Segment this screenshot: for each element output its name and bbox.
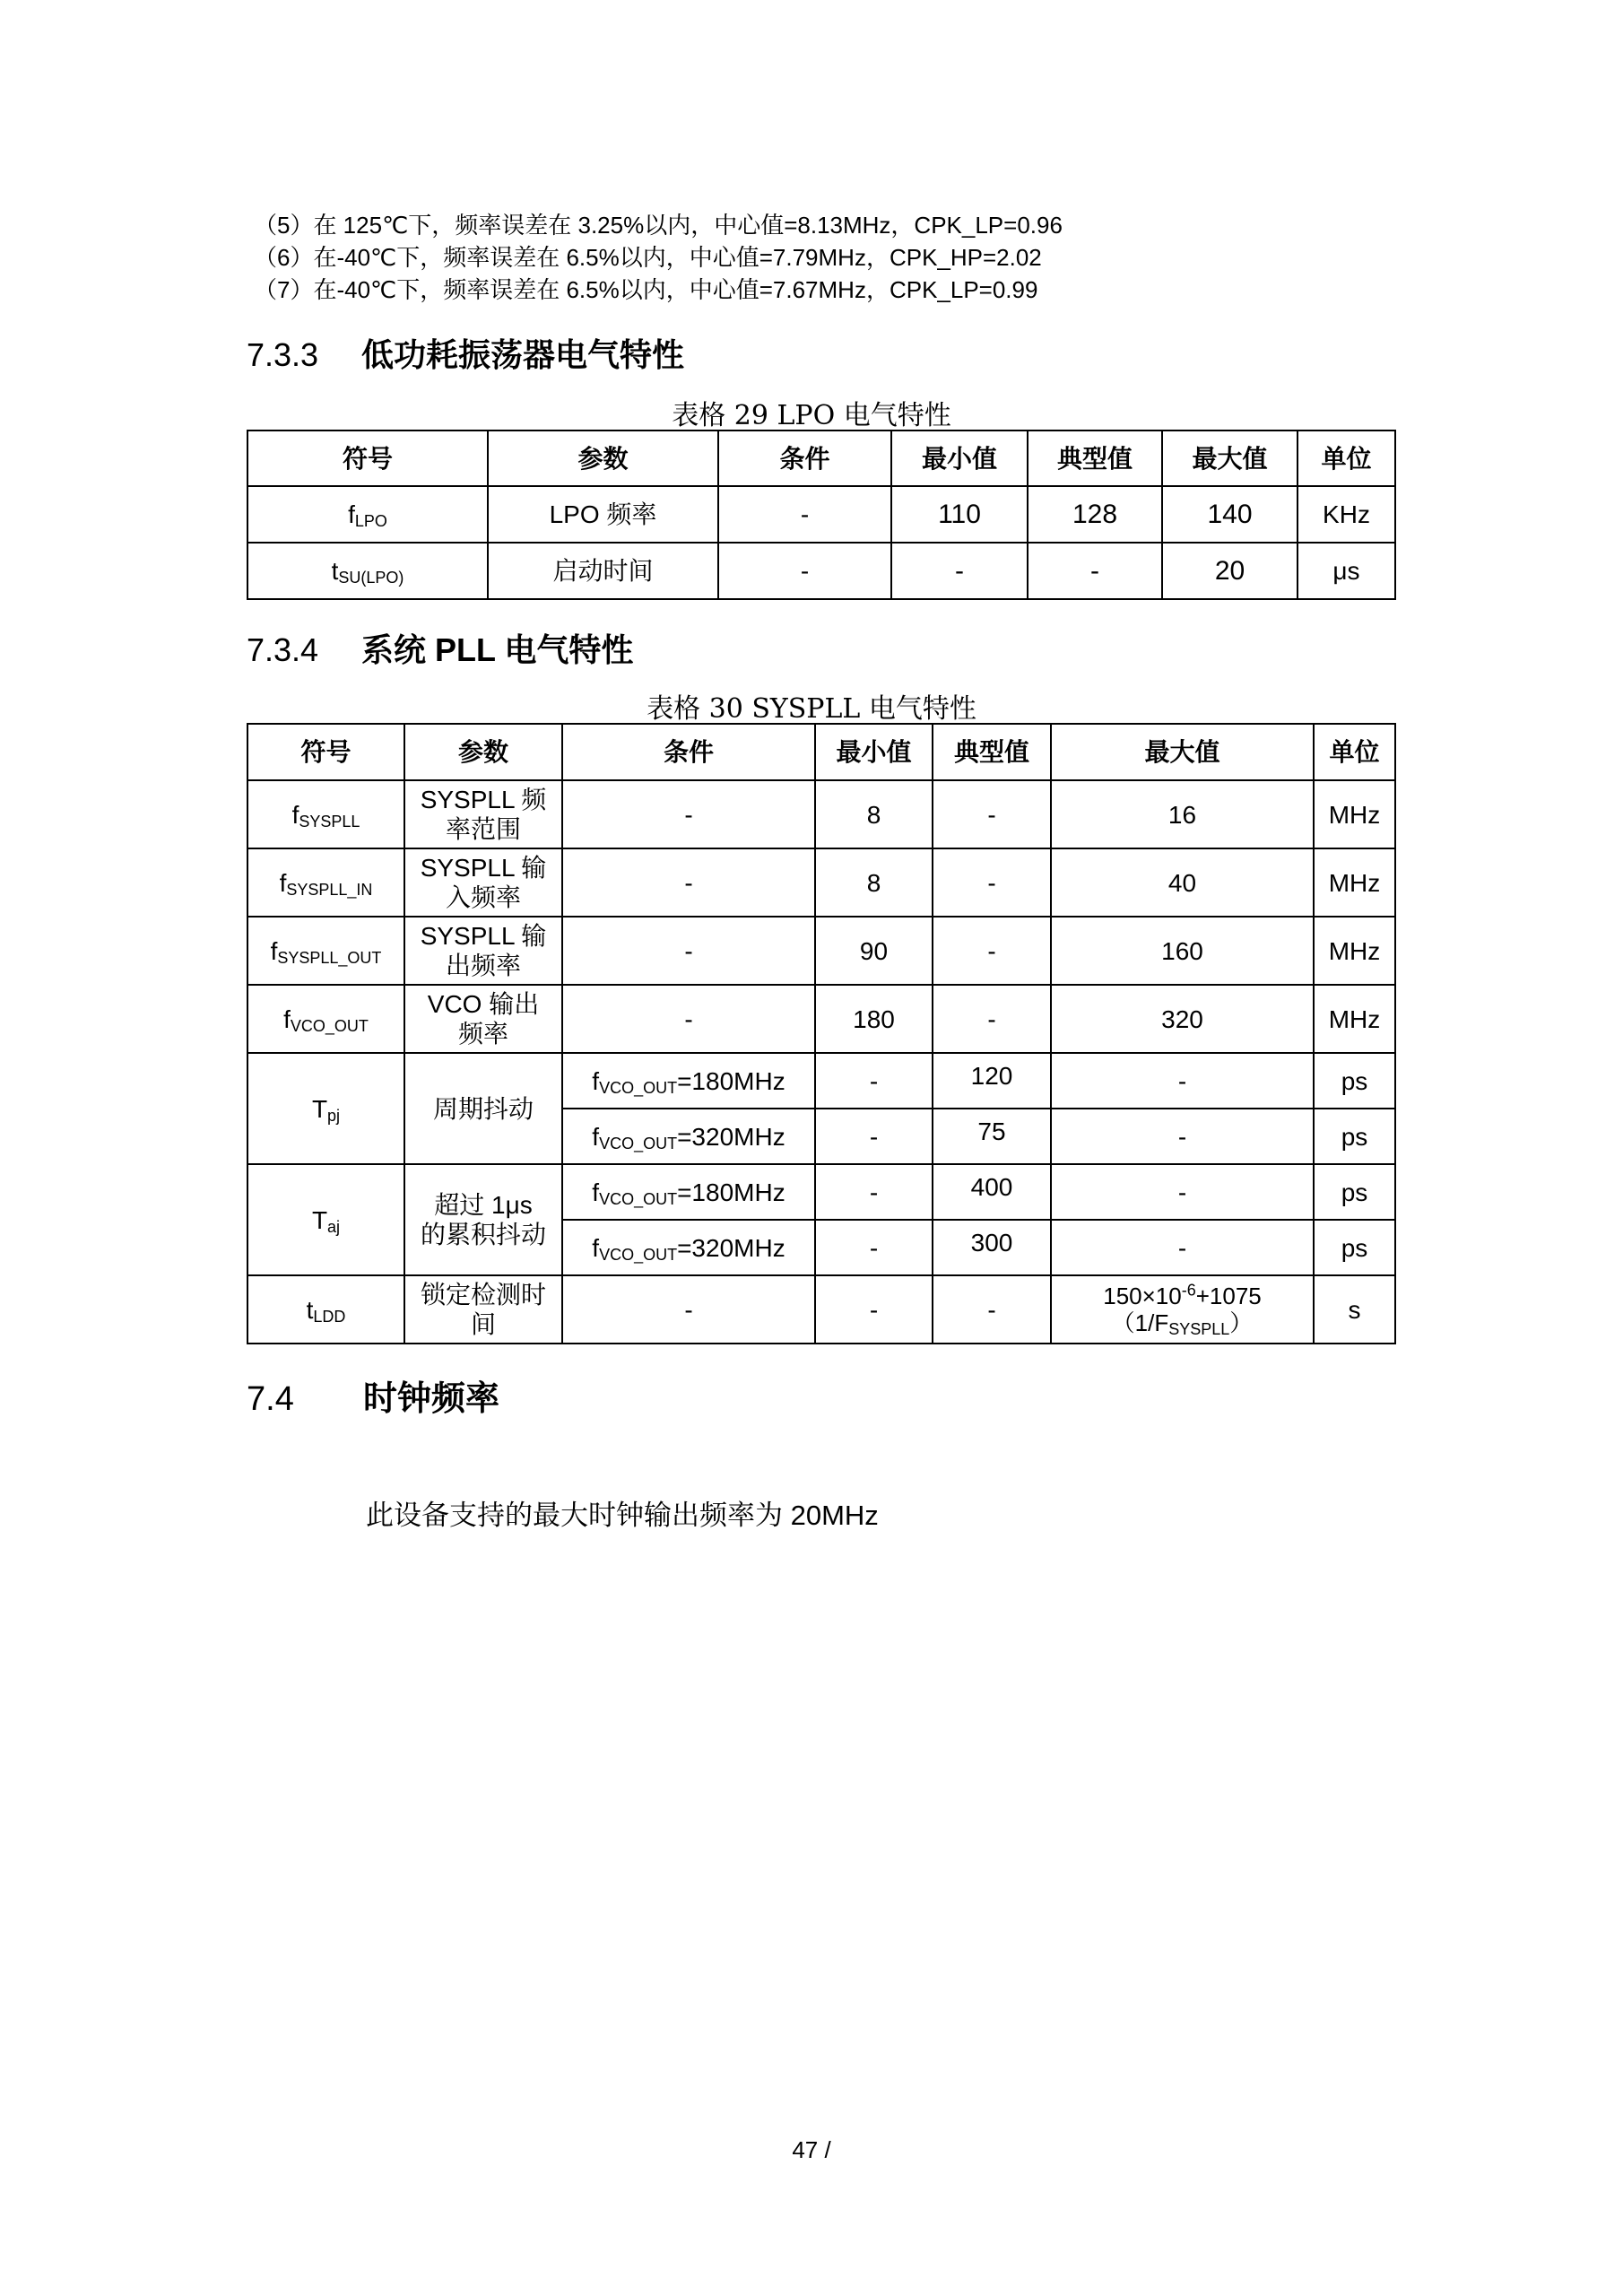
header-cell: 最小值 <box>815 724 933 780</box>
param-cell: 超过 1μs 的累积抖动 <box>404 1164 562 1275</box>
param-cell: SYSPLL 输 入频率 <box>404 848 562 917</box>
param-cell: SYSPLL 输 出频率 <box>404 917 562 985</box>
table-row <box>247 848 1395 917</box>
max-cell: $150\times 10^{-6}+1075$ $(1/F_{SYSPLL})$ <box>1051 1275 1314 1344</box>
max-cell: 320 <box>1051 985 1314 1053</box>
typ-cell: - <box>1028 543 1162 599</box>
table-30-caption: 表格 30 SYSPLL 电气特性 <box>647 693 976 725</box>
cond-cell: $f_{VCO\_OUT}=180MHz$ <box>562 1053 815 1109</box>
symbol-cell: $t_{LDD}$ <box>247 1275 404 1344</box>
cond-cell: - <box>562 917 815 985</box>
typ-cell: 400 <box>933 1164 1051 1220</box>
unit-cell: μs <box>1298 543 1395 599</box>
typ-cell: - <box>933 780 1051 848</box>
cond-cell: - <box>562 1275 815 1344</box>
section-number: 7.3.4 <box>247 631 319 668</box>
header-cell: 条件 <box>718 430 891 486</box>
header-cell: 最大值 <box>1051 724 1314 780</box>
unit-cell: ps <box>1314 1220 1395 1275</box>
cond-cell: - <box>562 985 815 1053</box>
max-cell: 140 <box>1162 486 1298 543</box>
header-cell: 符号 <box>247 430 488 486</box>
header-cell: 参数 <box>404 724 562 780</box>
symbol-cell: $f_{SYSPLL\_OUT}$ <box>247 917 404 985</box>
table-row <box>247 543 1395 599</box>
param-cell: 锁定检测时 间 <box>404 1275 562 1344</box>
min-cell: - <box>815 1275 933 1344</box>
table-30-syspll <box>247 723 1396 1344</box>
cond-cell: - <box>718 543 891 599</box>
header-cell: 符号 <box>247 724 404 780</box>
note-line-5: （5）在 125℃下，频率误差在 3.25%以内，中心值=8.13MHz，CPK_LP=0.96 <box>254 212 1063 239</box>
section-title: 低功耗振荡器电气特性 <box>361 336 685 373</box>
typ-cell: - <box>933 1275 1051 1344</box>
page-number: 47 / <box>792 2136 831 2163</box>
symbol-cell: $t_{SU(LPO)}$ <box>247 543 488 599</box>
unit-cell: KHz <box>1298 486 1395 543</box>
header-cell: 单位 <box>1314 724 1395 780</box>
unit-cell: ps <box>1314 1164 1395 1220</box>
typ-cell: - <box>933 985 1051 1053</box>
param-cell: 周期抖动 <box>404 1053 562 1164</box>
table-29-caption: 表格 29 LPO 电气特性 <box>672 400 951 431</box>
min-cell: 90 <box>815 917 933 985</box>
table-header-row <box>247 430 1395 486</box>
section-number: 7.3.3 <box>247 336 319 373</box>
min-cell: 8 <box>815 780 933 848</box>
unit-cell: MHz <box>1314 985 1395 1053</box>
min-cell: - <box>815 1109 933 1164</box>
typ-cell: 120 <box>933 1053 1051 1109</box>
cond-cell: - <box>562 780 815 848</box>
symbol-cell: $f_{LPO}$ <box>247 486 488 543</box>
max-cell: 16 <box>1051 780 1314 848</box>
note-line-7: （7）在-40℃下，频率误差在 6.5%以内，中心值=7.67MHz，CPK_LP=0.99 <box>254 276 1038 303</box>
unit-cell: ps <box>1314 1109 1395 1164</box>
unit-cell: s <box>1314 1275 1395 1344</box>
table-row <box>247 1053 1395 1109</box>
symbol-cell: $T_{pj}$ <box>247 1053 404 1164</box>
max-cell: - <box>1051 1164 1314 1220</box>
cond-cell: $f_{VCO\_OUT}=320MHz$ <box>562 1220 815 1275</box>
typ-cell: 128 <box>1028 486 1162 543</box>
typ-cell: - <box>933 917 1051 985</box>
table-header-row <box>247 724 1395 780</box>
symbol-cell: $f_{SYSPLL\_IN}$ <box>247 848 404 917</box>
table-row <box>247 1275 1395 1344</box>
cond-cell: - <box>562 848 815 917</box>
typ-cell: 75 <box>933 1109 1051 1164</box>
header-cell: 最小值 <box>891 430 1028 486</box>
header-cell: 最大值 <box>1162 430 1298 486</box>
param-cell: VCO 输出 频率 <box>404 985 562 1053</box>
typ-cell: 300 <box>933 1220 1051 1275</box>
param-cell: 启动时间 <box>488 543 718 599</box>
min-cell: - <box>891 543 1028 599</box>
table-29-lpo <box>247 430 1396 600</box>
unit-cell: MHz <box>1314 780 1395 848</box>
cond-cell: - <box>718 486 891 543</box>
min-cell: 110 <box>891 486 1028 543</box>
header-cell: 典型值 <box>933 724 1051 780</box>
max-cell: 160 <box>1051 917 1314 985</box>
min-cell: 8 <box>815 848 933 917</box>
max-cell: - <box>1051 1053 1314 1109</box>
note-line-6: （6）在-40℃下，频率误差在 6.5%以内，中心值=7.79MHz，CPK_HP=2.02 <box>254 244 1042 271</box>
symbol-cell: $T_{aj}$ <box>247 1164 404 1275</box>
param-cell: SYSPLL 频 率范围 <box>404 780 562 848</box>
unit-cell: MHz <box>1314 917 1395 985</box>
unit-cell: ps <box>1314 1053 1395 1109</box>
max-cell: - <box>1051 1220 1314 1275</box>
section-number: 7.4 <box>247 1380 294 1418</box>
unit-cell: MHz <box>1314 848 1395 917</box>
cond-cell: $f_{VCO\_OUT}=320MHz$ <box>562 1109 815 1164</box>
table-row <box>247 486 1395 543</box>
max-cell: 40 <box>1051 848 1314 917</box>
max-cell: 20 <box>1162 543 1298 599</box>
section-heading-7-3-4 <box>247 625 633 671</box>
section-heading-7-4 <box>247 1370 499 1420</box>
table-row <box>247 1164 1395 1220</box>
min-cell: - <box>815 1220 933 1275</box>
max-cell: - <box>1051 1109 1314 1164</box>
typ-cell: - <box>933 848 1051 917</box>
header-cell: 条件 <box>562 724 815 780</box>
section-title: 系统 PLL 电气特性 <box>361 631 634 668</box>
section-heading-7-3-3 <box>247 330 684 376</box>
clock-frequency-text: 此设备支持的最大时钟输出频率为 20MHz <box>366 1500 879 1531</box>
table-row <box>247 780 1395 848</box>
cond-cell: $f_{VCO\_OUT}=180MHz$ <box>562 1164 815 1220</box>
symbol-cell: $f_{VCO\_OUT}$ <box>247 985 404 1053</box>
section-title: 时钟频率 <box>363 1380 500 1418</box>
header-cell: 典型值 <box>1028 430 1162 486</box>
min-cell: - <box>815 1053 933 1109</box>
min-cell: - <box>815 1164 933 1220</box>
header-cell: 参数 <box>488 430 718 486</box>
param-cell: LPO 频率 <box>488 486 718 543</box>
header-cell: 单位 <box>1298 430 1395 486</box>
min-cell: 180 <box>815 985 933 1053</box>
symbol-cell: $f_{SYSPLL}$ <box>247 780 404 848</box>
table-row <box>247 917 1395 985</box>
table-row <box>247 985 1395 1053</box>
